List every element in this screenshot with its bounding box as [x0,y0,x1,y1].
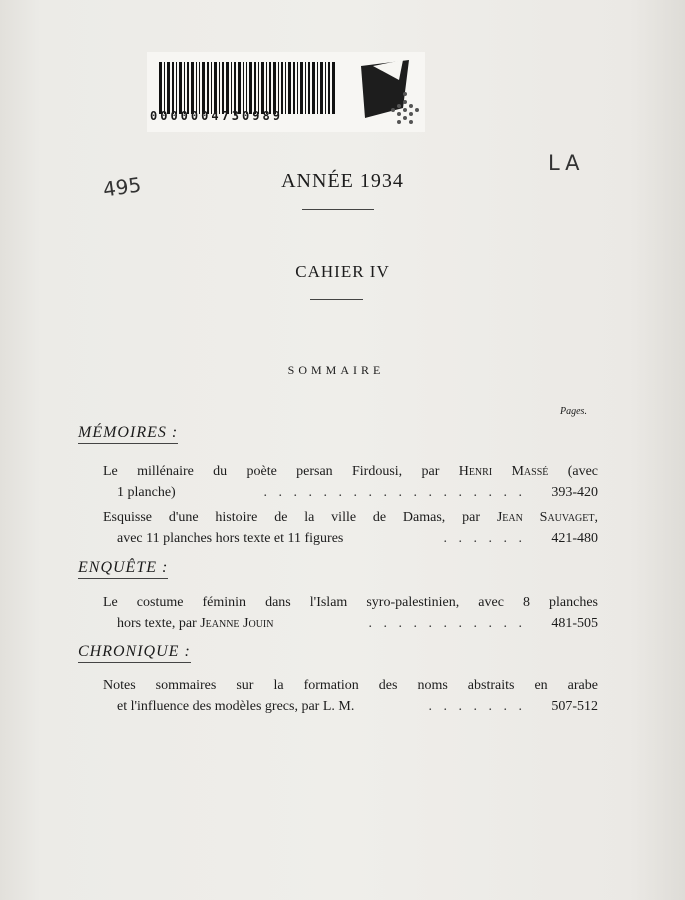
entry-title-continued: 1 planche) [117,485,176,500]
entry-author: Henri Massé [458,464,549,479]
entry-pages: 393-420 [551,485,598,500]
contents-heading: SOMMAIRE [287,363,385,377]
divider-rule [310,299,363,300]
toc-entry [103,592,598,634]
leader-dots: . . . . . . [443,531,522,546]
section-title-chronique: CHRONIQUE : [78,643,191,663]
barcode-digits: 0000004730989 [150,109,283,123]
entry-title: Esquisse d'une histoire de la ville de Damas, par [103,510,481,525]
barcode-label [147,52,425,132]
entry-title-continued: avec 11 planches hors texte et 11 figures [117,531,344,546]
handwritten-note-left: 495 [101,172,143,202]
entry-title-continued: hors texte, par Jeanne Jouin [117,616,274,631]
divider-rule [302,209,374,210]
handwritten-note-right: LA [548,151,585,175]
toc-entry-line [103,507,598,528]
pages-column-label: Pages. [560,406,587,417]
toc-entry-line [117,528,598,549]
leader-dots: . . . . . . . . . . . . . . . . . . [263,485,522,500]
leader-dots: . . . . . . . . . . . [368,616,522,631]
entry-title: Le millénaire du poète persan Firdousi, par [103,464,440,479]
toc-entry-line [117,696,598,717]
entry-pages: 481-505 [551,616,598,631]
barcode-graphic [159,62,335,114]
toc-entry-line [103,461,598,482]
issue-year: ANNÉE 1934 [281,170,404,192]
entry-title-continued: et l'influence des modèles grecs, par L. M. [117,699,355,714]
section-title-enquete: ENQUÊTE : [78,559,168,579]
entry-title-continued: , [594,510,598,525]
entry-author: Jeanne Jouin [200,616,274,631]
toc-entry-line [103,675,598,696]
entry-pages: 421-480 [551,531,598,546]
toc-entry-line [117,482,598,503]
entry-pages: 507-512 [551,699,598,714]
library-logo-icon [359,58,421,128]
entry-author: Jean Sauvaget [496,510,595,525]
entry-title: Notes sommaires sur la formation des noms abstraits en arabe [103,678,598,693]
entry-title: Le costume féminin dans l'Islam syro-palestinien, avec 8 planches [103,595,598,610]
toc-entry-line [103,592,598,613]
issue-number: CAHIER IV [295,262,390,281]
toc-entry-line [117,613,598,634]
entry-title-continued: (avec [567,464,599,479]
toc-entry [103,507,598,549]
toc-entry [103,461,598,503]
toc-entry [103,675,598,717]
leader-dots: . . . . . . . [428,699,522,714]
section-title-memoires: MÉMOIRES : [78,424,178,444]
